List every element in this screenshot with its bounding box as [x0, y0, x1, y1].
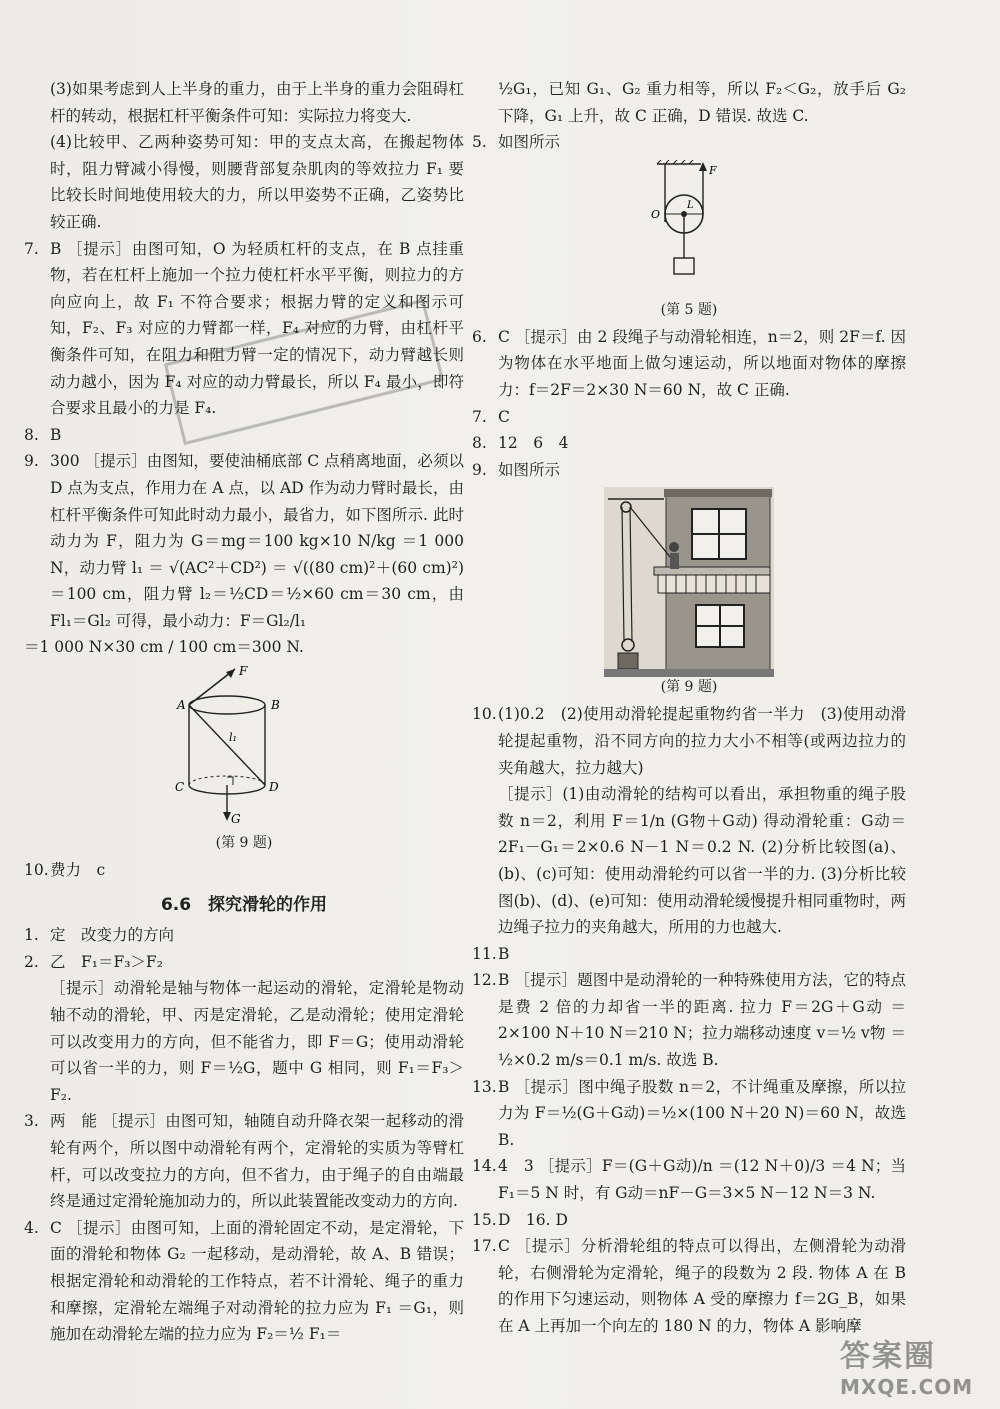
- right-column: [472, 76, 906, 1340]
- answer-text: B ［提示］由图可知，O 为轻质杠杆的支点，在 B 点挂重物，若在杠杆上施加一个拉力使杠杆水平平衡，则拉力的方向应向上，故 F₁ 不符合要求；根据力臂的定义和图示可知，F₂、F₃ 对应的力臂都一样，F₄ 对应的力臂，由杠杆平衡条件可知，在阻力和阻力臂一定的情况下，动力臂越长则动力越小，因为 F₄ 对应的动力臂最长，所以 F₄ 最小，即符合要求且最小的力是 F₄.: [50, 239, 464, 418]
- answer-text: 费力 c: [50, 861, 106, 880]
- answer-number: 7.: [24, 239, 39, 258]
- answer-r17: [472, 1233, 906, 1339]
- answer-number: 17.: [472, 1237, 497, 1256]
- answer-text: B ［提示］题图中是动滑轮的一种特殊使用方法，它的特点是费 2 倍的力却省一半的距离. 拉力 F＝2G＋G动 ＝2×100 N＋10 N＝210 N；拉力端移动速度 v＝½ v物 ＝½×0.2 m/s＝0.1 m/s. 故选 B.: [498, 971, 906, 1070]
- answer-text: 如图所示: [498, 460, 561, 479]
- pulley-diagram: [639, 160, 739, 300]
- answer-text: B: [50, 425, 62, 444]
- answer-number: 15.: [472, 1210, 497, 1229]
- svg-text:D: D: [269, 780, 279, 795]
- answer-r15: [472, 1207, 906, 1234]
- figure-5: [472, 160, 906, 320]
- answer-r8: [472, 430, 906, 457]
- answer-r5: [472, 129, 906, 156]
- answer-6-part3: (3)如果考虑到人上半身的重力，由于上半身的重力会阻碍杠杆的转动，根据杠杆平衡条件可知：实际拉力将变大.: [50, 80, 464, 125]
- answer-text: 12 6 4: [498, 434, 569, 453]
- answer-s3: [24, 1108, 464, 1214]
- figure-9-right: [472, 487, 906, 697]
- answer-number: 8.: [472, 434, 487, 453]
- answer-r10: [472, 701, 906, 781]
- figure-caption: (第 5 题): [660, 301, 718, 318]
- answer-text: C ［提示］由 2 段绳子与动滑轮相连，n＝2，则 2F＝f. 因为物体在水平地面上做匀速运动，所以地面对物体的摩擦力：f＝2F＝2×30 N＝60 N，故 C 正确.: [498, 327, 906, 399]
- answer-r6: [472, 324, 906, 404]
- answer-text: (1)0.2 (2)使用动滑轮提起重物约省一半力 (3)使用动滑轮提起重物，沿不同方向的拉力大小不相等(或两边拉力的夹角越大，拉力越大): [498, 705, 906, 777]
- watermark-bottom-text: MXQE.COM: [840, 1375, 974, 1399]
- answer-number: 4.: [24, 1218, 39, 1237]
- site-watermark-logo: [840, 1331, 980, 1399]
- answer-s1: [24, 922, 464, 949]
- answer-number: 2.: [24, 952, 39, 971]
- answer-text: D 16. D: [498, 1210, 568, 1229]
- answer-r14: [472, 1153, 906, 1206]
- answer-r12: [472, 967, 906, 1073]
- left-column: [24, 76, 464, 1348]
- answer-number: 5.: [472, 133, 487, 152]
- answer-text: 定 改变力的方向: [50, 926, 175, 945]
- answer-r7: [472, 404, 906, 431]
- answer-s4-continued: ½G₁，已知 G₁、G₂ 重力相等，所以 F₂＜G₂，放手后 G₂ 下降，G₁ 上升，故 C 正确，D 错误. 故选 C.: [498, 80, 906, 125]
- answer-number: 6.: [472, 327, 487, 346]
- svg-text:A: A: [177, 698, 186, 713]
- svg-text:C: C: [175, 780, 185, 795]
- svg-text:F: F: [709, 163, 717, 177]
- answer-text: 4 3 ［提示］F＝(G＋G动)/n ＝(12 N＋0)/3 ＝4 N；当 F₁＝5 N 时，有 G动＝nF－G＝3×5 N－12 N＝3 N.: [498, 1157, 906, 1203]
- answer-10: [24, 857, 464, 884]
- answer-text: B: [498, 944, 510, 963]
- answer-r10-tip: ［提示］(1)由动滑轮的结构可以看出，承担物重的绳子股数 n＝2，利用 F＝1/n (G物＋G动) 得动滑轮重：G动＝2F₁－G₁＝2×0.6 N－1 N＝0.2 N. (2)分析比较图(a)、(b)、(c)可知：使用动滑轮约可以省一半的力. (3)分析比较图(b)、(d)、(e)可知：使用动滑轮缓慢提升相同重物时，两边绳子拉力的夹角越大，所用的力也越大.: [498, 785, 906, 937]
- answer-number: 8.: [24, 425, 39, 444]
- watermark-top-text: 答案圈: [840, 1339, 936, 1374]
- answer-8: [24, 422, 464, 449]
- answer-text: 如图所示: [498, 133, 561, 152]
- answer-s2: [24, 949, 464, 976]
- answer-r9: [472, 457, 906, 484]
- figure-9-left: [24, 665, 464, 853]
- building-pulley-illustration: [604, 487, 774, 677]
- answer-text: 两 能 ［提示］由图可知，轴随自动升降衣架一起移动的滑轮有两个，所以图中动滑轮有两个，定滑轮的实质为等臂杠杆，可以改变拉力的方向，但不省力，由于绳子的自由端最终是通过定滑轮施加动力的，所以此装置能改变动力的方向.: [50, 1112, 464, 1211]
- answer-6-part4: (4)比较甲、乙两种姿势可知：甲的支点太高，在搬起物体时，阻力臂减小得慢，则腰背部复杂肌肉的等效拉力 F₁ 要比较长时间地使用较大的力，所以甲姿势不正确，乙姿势比较正确.: [50, 133, 464, 231]
- answer-9: [24, 448, 464, 634]
- figure-caption: (第 9 题): [215, 835, 273, 852]
- figure-caption: (第 9 题): [660, 679, 718, 696]
- answer-number: 9.: [24, 452, 39, 471]
- answer-text: C ［提示］分析滑轮组的特点可以得出，左侧滑轮为动滑轮，右侧滑轮为定滑轮，绳子的段数为 2 段. 物体 A 在 B 的作用下匀速运动，则物体 A 受的摩擦力 f＝2G_B，如果在 A 上再加一个向左的 180 N 的力，物体 A 影响摩: [498, 1237, 906, 1335]
- answer-text: B ［提示］图中绳子股数 n＝2，不计绳重及摩擦，所以拉力为 F＝½(G＋G动)＝½×(100 N＋20 N)＝60 N，故选 B.: [498, 1077, 906, 1149]
- answer-s2-tip: ［提示］动滑轮是轴与物体一起运动的滑轮，定滑轮是物动轴不动的滑轮，甲、丙是定滑轮，乙是动滑轮；使用定滑轮可以改变用力的方向，但不能省力，即 F＝G；使用动滑轮可以省一半的力，则 F＝½G，题中 G 相同，则 F₁＝F₃＞F₂.: [50, 979, 464, 1104]
- svg-text:G: G: [231, 812, 241, 827]
- answer-number: 1.: [24, 926, 39, 945]
- answer-number: 14.: [472, 1157, 497, 1176]
- svg-text:O: O: [651, 207, 661, 221]
- svg-text:l₁: l₁: [229, 731, 237, 745]
- answer-r13: [472, 1074, 906, 1154]
- answer-s4: [24, 1215, 464, 1348]
- answer-text: 乙 F₁＝F₃＞F₂: [50, 952, 163, 971]
- answer-text: C: [498, 407, 510, 426]
- answer-number: 9.: [472, 460, 487, 479]
- answer-text: 300 ［提示］由图知，要使油桶底部 C 点稍离地面，必须以 D 点为支点，作用力在 A 点，以 AD 作为动力臂时最长，由杠杆平衡条件可知此时动力最小，最省力，如下图所示. 此时动力为 F，阻力为 G＝mg＝100 kg×10 N/kg ＝1 000 N，动力臂 l₁ ＝ √(AC²＋CD²) ＝ √((80 cm)²＋(60 cm)²)＝100 cm，阻力臂 l₂＝½CD＝½×60 cm＝30 cm，由 Fl₁＝Gl₂ 可得，最小动力：F＝Gl₂/l₁: [50, 452, 464, 630]
- svg-text:F: F: [239, 665, 248, 679]
- answer-number: 11.: [472, 944, 497, 963]
- answer-9-calc: ＝1 000 N×30 cm / 100 cm＝300 N.: [24, 638, 304, 657]
- answer-7: [24, 236, 464, 422]
- cylinder-lever-diagram: [169, 665, 319, 833]
- svg-text:L: L: [687, 199, 694, 211]
- svg-text:B: B: [271, 698, 280, 713]
- answer-number: 12.: [472, 971, 497, 990]
- answer-number: 10.: [24, 861, 49, 880]
- answer-number: 3.: [24, 1112, 39, 1131]
- answer-number: 13.: [472, 1077, 497, 1096]
- section-title: 6.6 探究滑轮的作用: [160, 894, 328, 915]
- answer-r11: [472, 941, 906, 968]
- answer-number: 7.: [472, 407, 487, 426]
- answer-text: C ［提示］由图可知，上面的滑轮固定不动，是定滑轮，下面的滑轮和物体 G₂ 一起移动，是动滑轮，故 A、B 错误；根据定滑轮和动滑轮的工作特点，若不计滑轮、绳子的重力和摩擦，定滑轮左端绳子对动滑轮的拉力应为 F₁ ＝G₁，则施加在动滑轮左端的拉力应为 F₂＝½ F₁＝: [50, 1218, 464, 1344]
- answer-number: 10.: [472, 705, 497, 724]
